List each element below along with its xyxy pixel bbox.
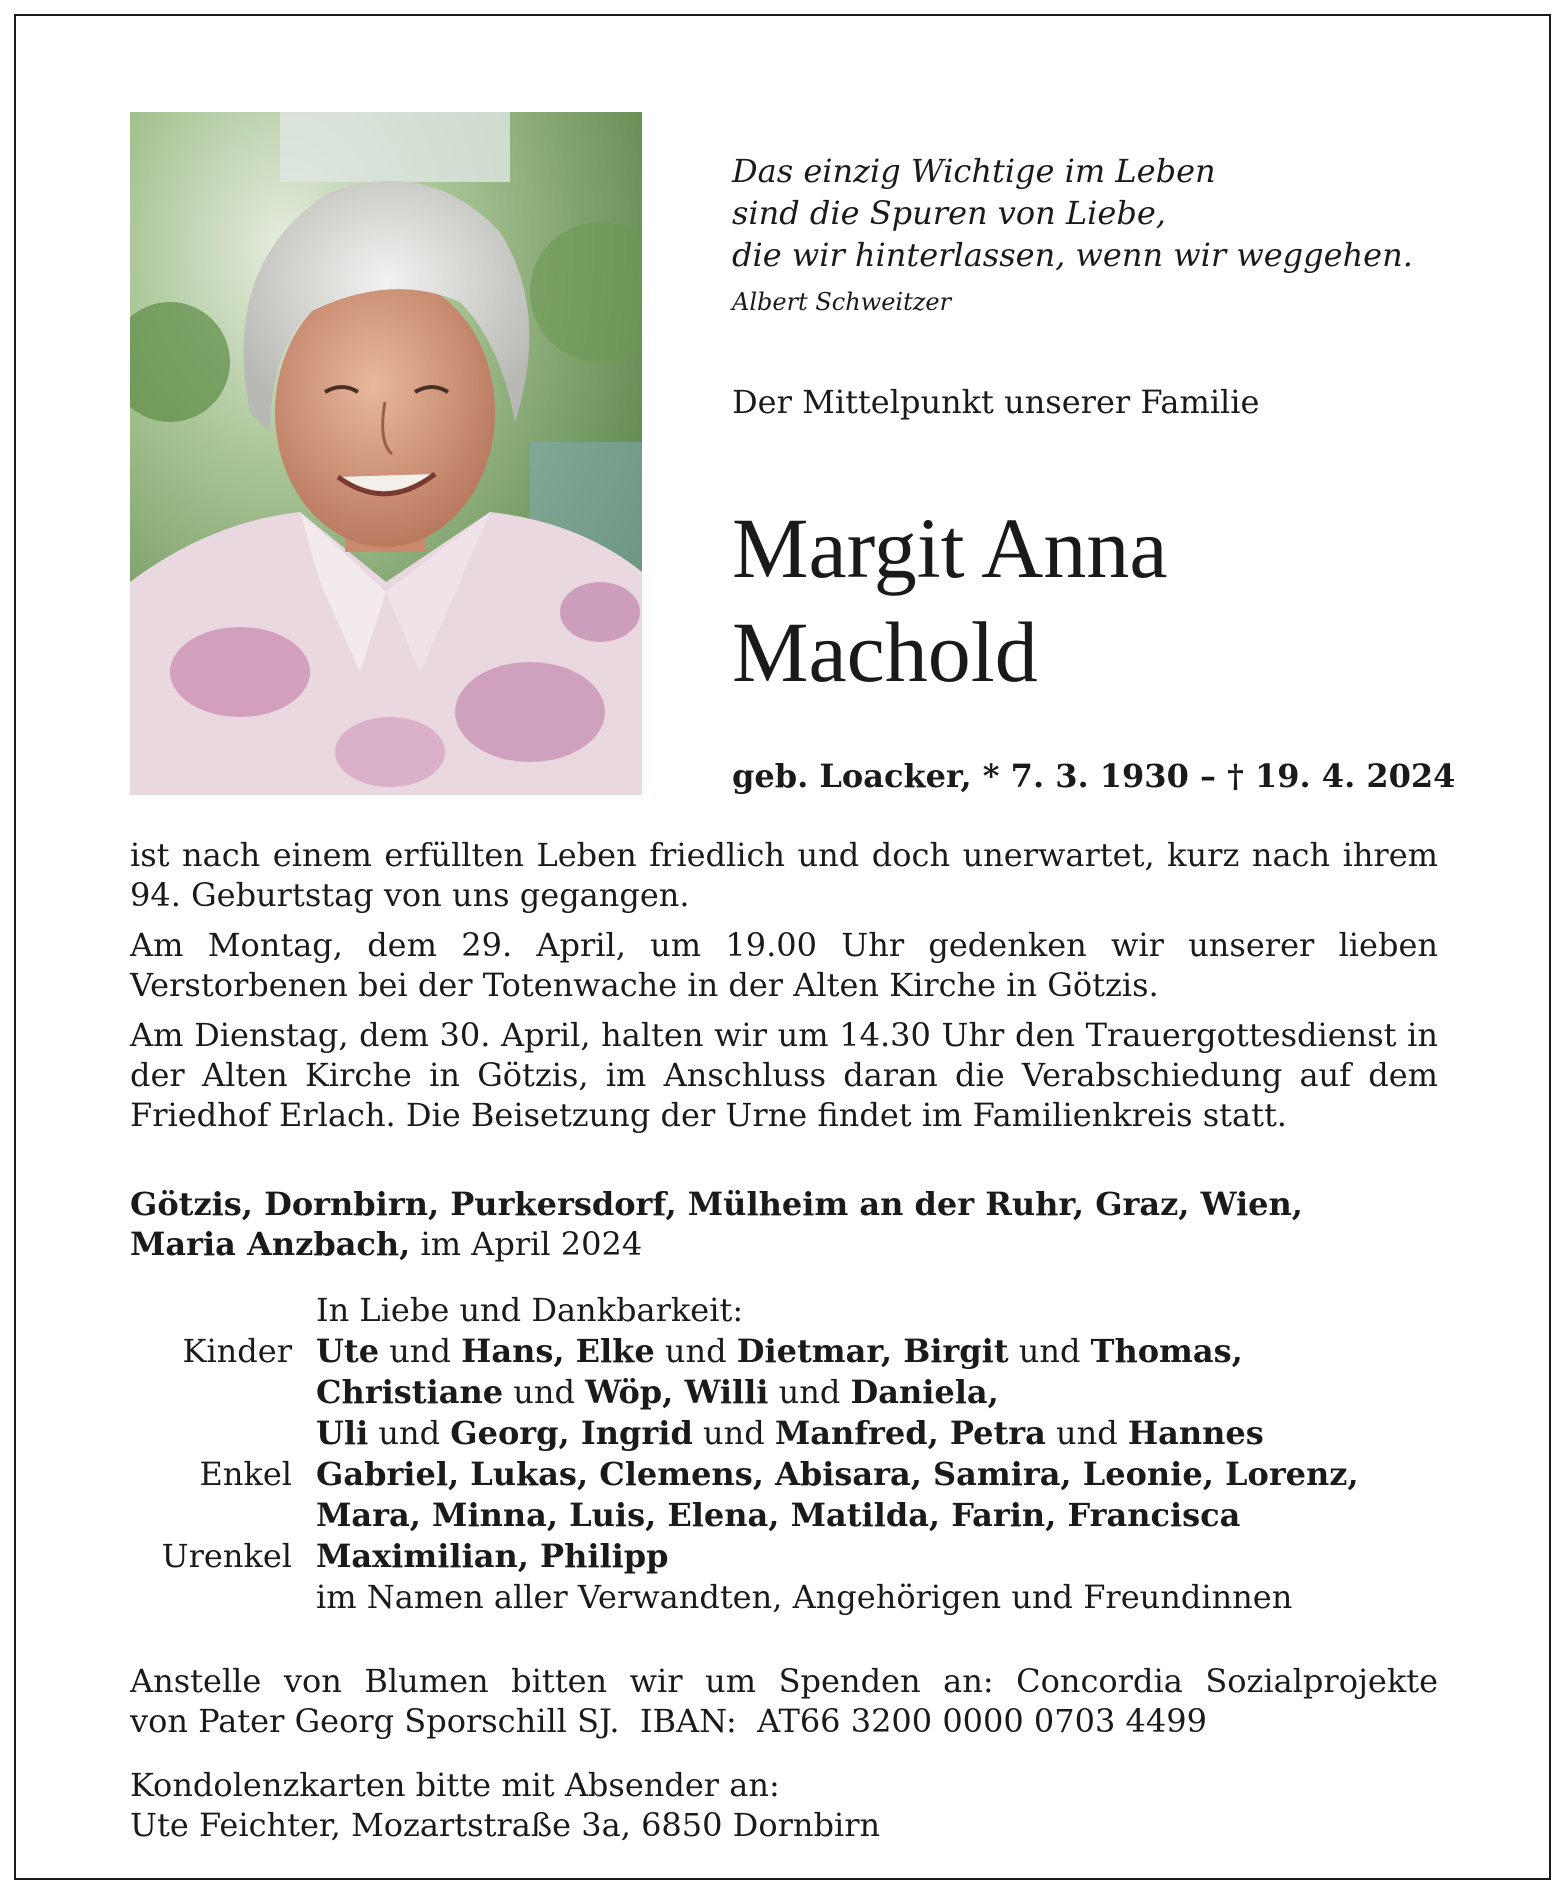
kinder-line: [316, 1413, 1264, 1454]
family-list: [130, 1290, 1460, 1618]
paragraph: Am Montag, dem 29. April, um 19.00 Uhr gedenken wir unserer lieben Verstorbenen bei der Totenwache in der Alten Kirche in Götzis.: [130, 926, 1438, 1004]
name-line-2: Machold: [732, 604, 1038, 700]
connector-run: und: [379, 1332, 462, 1370]
kinder-label: Kinder: [182, 1332, 292, 1370]
quote-author: Albert Schweitzer: [732, 288, 952, 316]
name-run: Christiane: [316, 1373, 504, 1411]
quote-line: sind die Spuren von Liebe,: [732, 194, 1166, 232]
condolence-info: [130, 1765, 880, 1845]
donation-line-1: Anstelle von Blumen bitten wir um Spenden an: Concordia Sozialprojekte: [130, 1662, 1438, 1700]
name-run: Ute: [316, 1332, 380, 1370]
connector-run: und: [692, 1414, 775, 1452]
portrait-photo: [130, 112, 642, 795]
urenkel-line: Maximilian, Philipp: [316, 1537, 669, 1575]
name-run: Dietmar, Birgit: [736, 1332, 1009, 1370]
places-date: im April 2024: [410, 1225, 643, 1263]
donation-line-2: von Pater Georg Sporschill SJ. IBAN: AT66 3200 0000 0703 4499: [130, 1702, 1207, 1740]
paragraph: Am Dienstag, dem 30. April, halten wir um 14.30 Uhr den Trauergottesdienst in der Alten Kirche in Götzis, im Anschluss daran die Verabschiedung auf dem Friedhof Erlach. Die Beisetzung der Urne findet im Familienkreis statt.: [130, 1016, 1438, 1134]
connector-run: und: [768, 1373, 851, 1411]
name-run: Hans, Elke: [461, 1332, 655, 1370]
enkel-label: Enkel: [199, 1455, 292, 1493]
connector-run: und: [503, 1373, 586, 1411]
name-run: Wöp, Willi: [585, 1373, 769, 1411]
enkel-line: Mara, Minna, Luis, Elena, Matilda, Farin, Francisca: [316, 1496, 1241, 1534]
condolence-line-1: Kondolenzkarten bitte mit Absender an:: [130, 1766, 780, 1804]
urenkel-label: Urenkel: [161, 1537, 292, 1575]
family-heading: In Liebe und Dankbarkeit:: [316, 1291, 744, 1329]
deceased-name: [732, 496, 1168, 704]
enkel-line: Gabriel, Lukas, Clemens, Abisara, Samira, Leonie, Lorenz,: [316, 1455, 1359, 1493]
name-run: Hannes: [1127, 1414, 1264, 1452]
name-run: Daniela,: [850, 1373, 999, 1411]
connector-run: und: [1008, 1332, 1091, 1370]
kinder-line: [316, 1331, 1243, 1372]
kinder-line: [316, 1372, 999, 1413]
name-run: Thomas,: [1090, 1332, 1243, 1370]
connector-run: und: [1045, 1414, 1128, 1452]
quote-line: Das einzig Wichtige im Leben: [732, 152, 1216, 190]
connector-run: und: [368, 1414, 451, 1452]
birth-death-dates: geb. Loacker, * 7. 3. 1930 – † 19. 4. 2024: [732, 757, 1456, 795]
connector-run: und: [654, 1332, 737, 1370]
quote-line: die wir hinterlassen, wenn wir weggehen.: [732, 236, 1413, 274]
places-line: [130, 1184, 1438, 1264]
quote: [732, 150, 1472, 322]
condolence-line-2: Ute Feichter, Mozartstraße 3a, 6850 Dornbirn: [130, 1806, 881, 1844]
family-closing: im Namen aller Verwandten, Angehörigen und Freundinnen: [316, 1578, 1293, 1616]
paragraph: ist nach einem erfüllten Leben friedlich und doch unerwartet, kurz nach ihrem 94. Geburtstag von uns gegangen.: [130, 836, 1438, 914]
places-bold-1: Götzis, Dornbirn, Purkersdorf, Mülheim an der Ruhr, Graz, Wien,: [130, 1185, 1303, 1223]
donation-info: [130, 1661, 1438, 1741]
name-line-1: Margit Anna: [732, 500, 1168, 596]
portrait-illustration: [130, 112, 642, 795]
places-bold-2: Maria Anzbach,: [130, 1225, 411, 1263]
name-run: Manfred, Petra: [774, 1414, 1046, 1452]
intro-text: Der Mittelpunkt unserer Familie: [732, 383, 1260, 421]
name-run: Uli: [316, 1414, 369, 1452]
announcement-body: [130, 835, 1438, 1145]
name-run: Georg, Ingrid: [450, 1414, 693, 1452]
